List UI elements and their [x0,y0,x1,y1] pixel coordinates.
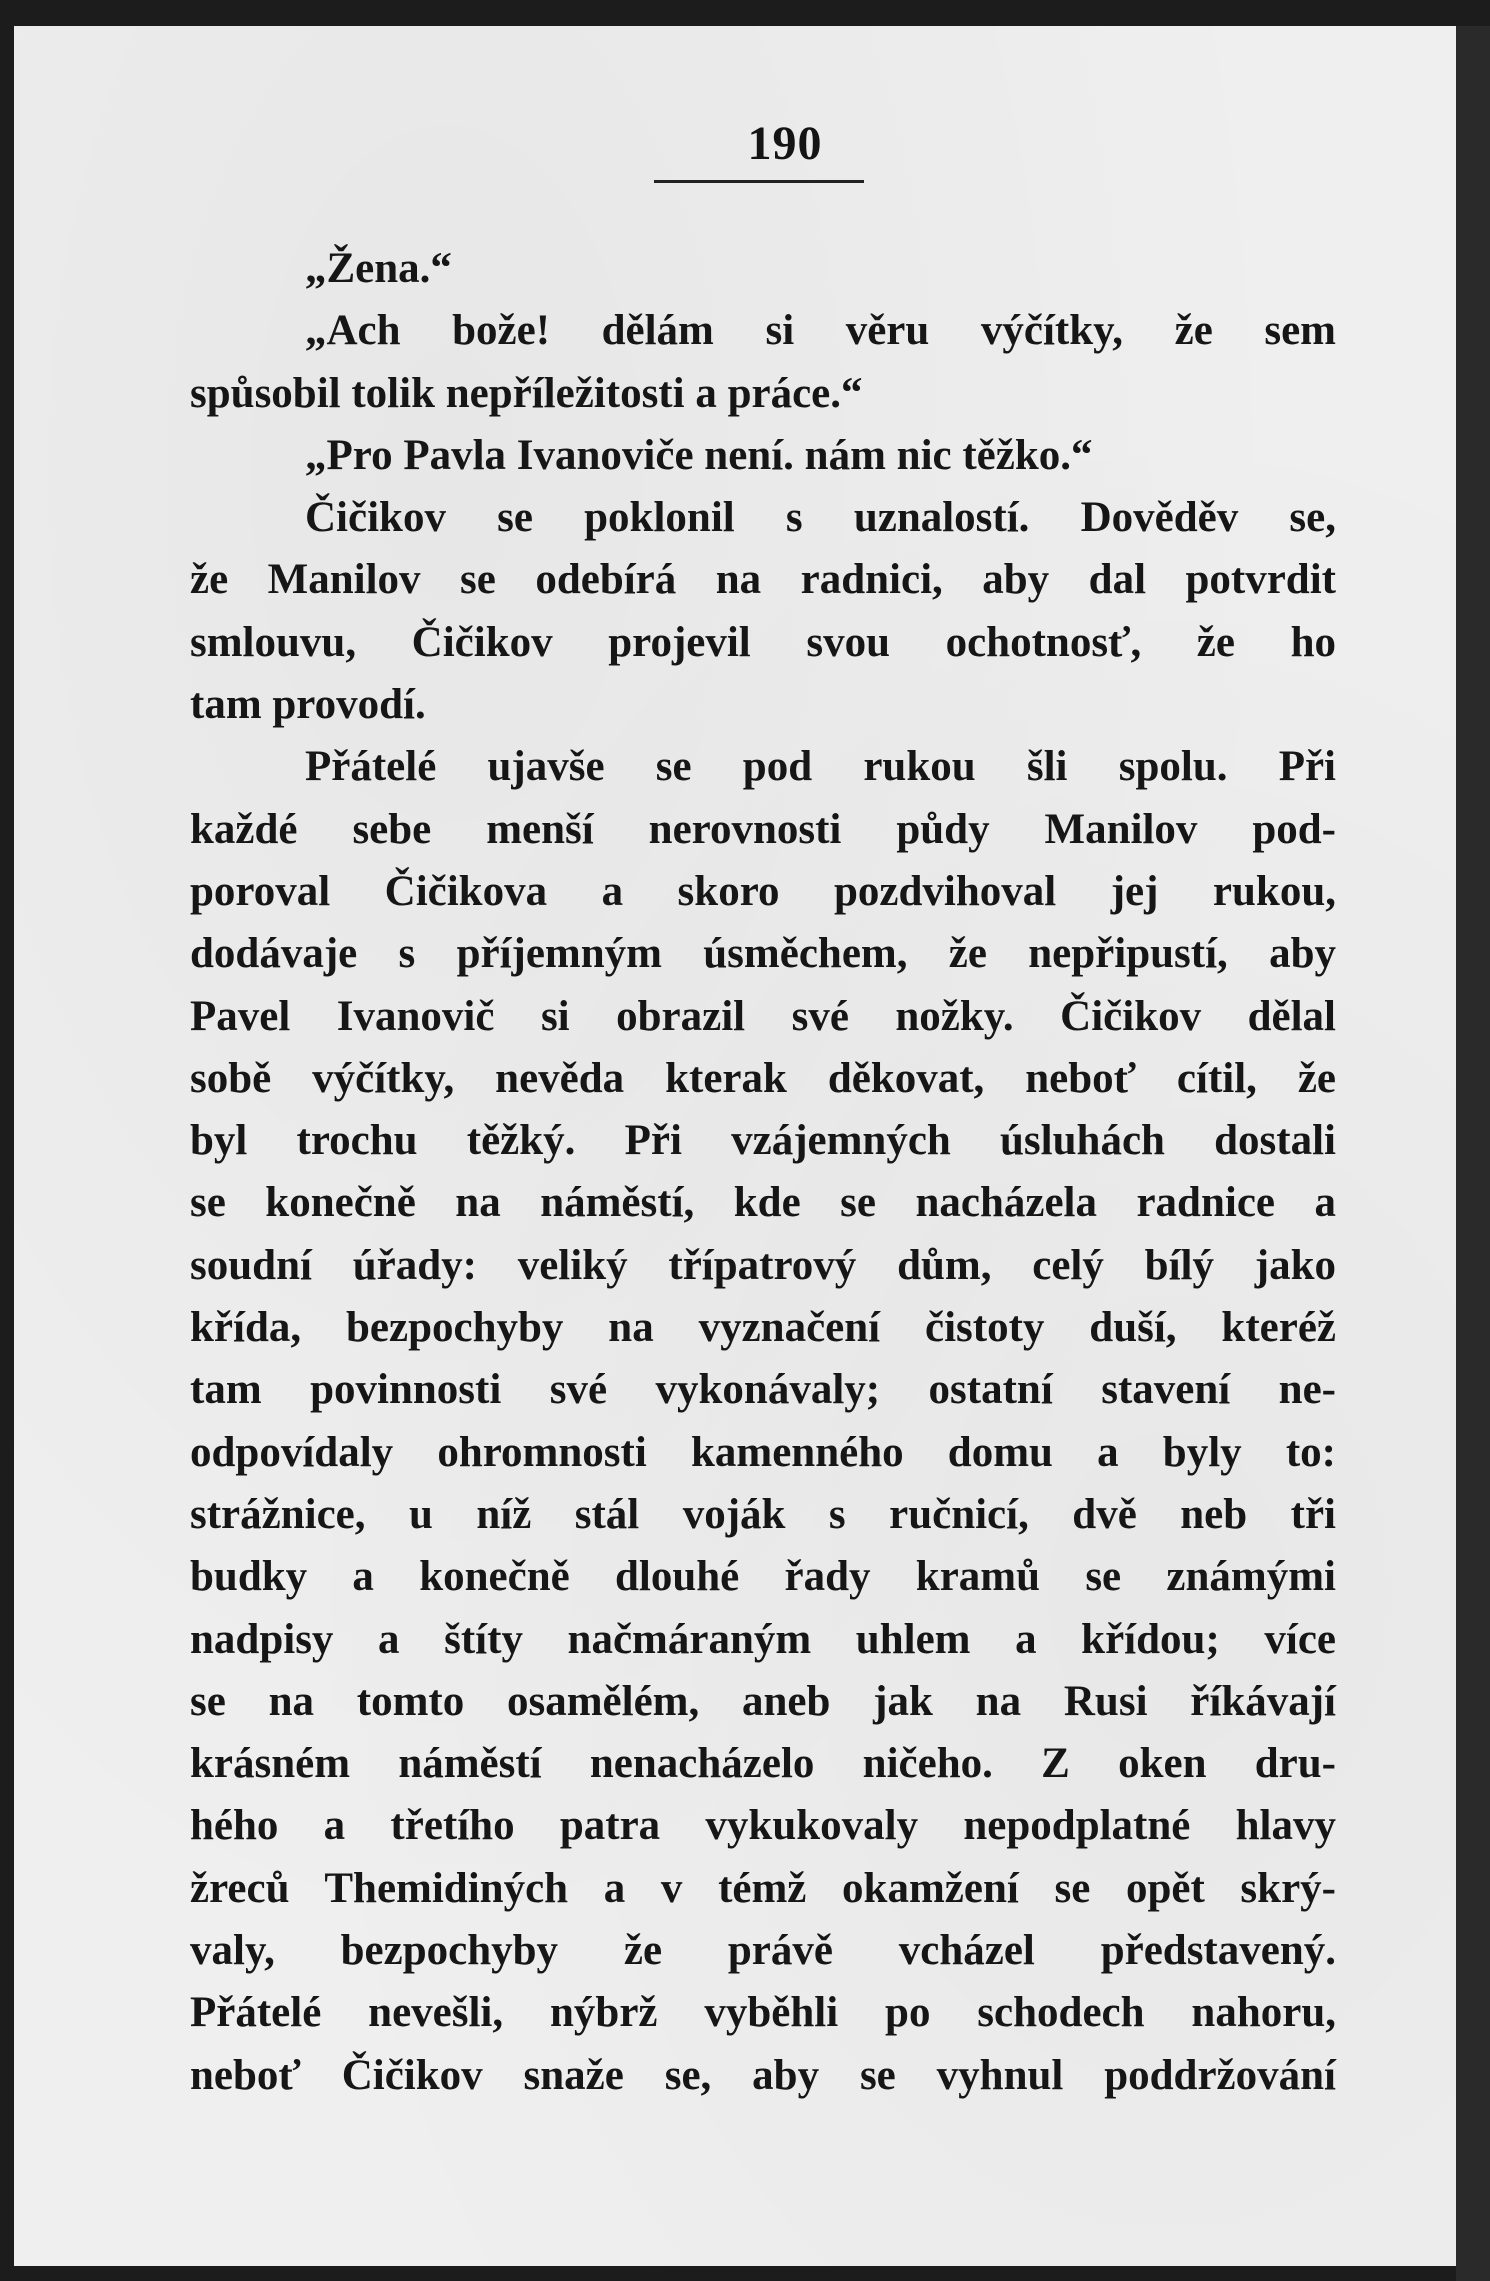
text-line: „Žena.“ [305,245,452,292]
text-line: valy, bezpochyby že právě vcházel představený. [190,1927,1336,1975]
book-page [14,26,1456,2266]
text-line: že Manilov se odebírá na radnici, aby dal potvrdit [190,556,1336,604]
text-line: nadpisy a štíty načmáraným uhlem a křídou; více [190,1615,1336,1663]
text-line: smlouvu, Čičikov projevil svou ochotnosť, že ho [190,618,1336,666]
text-line: byl trochu těžký. Při vzájemných úsluhách dostali [190,1117,1336,1165]
text-line: „Pro Pavla Ivanoviče není. nám nic těžko.“ [305,431,1093,479]
text-line: budky a konečně dlouhé řady kramů se známými [190,1553,1336,1601]
text-line: Čičikov se poklonil s uznalostí. Dověděv se, [305,494,1336,542]
text-line: poroval Čičikova a skoro pozdvihoval jej rukou, [190,867,1336,915]
text-line: se na tomto osamělém, aneb jak na Rusi říkávají [190,1677,1336,1725]
text-line: hého a třetího patra vykukovaly nepodplatné hlavy [190,1802,1336,1850]
text-line: spůsobil tolik nepříležitosti a práce.“ [190,369,863,417]
header-rule [654,180,864,183]
text-line: se konečně na náměstí, kde se nacházela radnice a [190,1179,1336,1227]
text-line: Přátelé ujavše se pod rukou šli spolu. Při [305,743,1336,791]
text-line: neboť Čičikov snaže se, aby se vyhnul poddržování [190,2051,1336,2099]
text-line: strážnice, u níž stál voják s ručnicí, dvě neb tři [190,1490,1336,1538]
text-line: tam povinnosti své vykonávaly; ostatní stavení ne- [190,1366,1336,1414]
text-line: odpovídaly ohromnosti kamenného domu a byly to: [190,1428,1336,1476]
text-line: každé sebe menší nerovnosti půdy Manilov pod- [190,805,1336,853]
text-line: tam provodí. [190,681,426,729]
text-line: „Ach bože! dělám si věru výčítky, že sem [305,307,1336,355]
page-number: 190 [747,117,823,170]
text-line: Přátelé nevešli, nýbrž vyběhli po schodech nahoru, [190,1989,1336,2037]
text-line: křída, bezpochyby na vyznačení čistoty duší, kteréž [190,1304,1336,1352]
text-line: dodávaje s příjemným úsměchem, že nepřipustí, aby [190,930,1336,978]
text-line: Pavel Ivanovič si obrazil své nožky. Čičikov dělal [190,992,1336,1040]
page-edge [1456,26,1490,2281]
text-line: žreců Themidiných a v témž okamžení se opět skrý- [190,1864,1336,1912]
text-line: krásném náměstí nenacházelo ničeho. Z oken dru- [190,1740,1336,1788]
text-line: soudní úřady: veliký třípatrový dům, celý bílý jako [190,1241,1336,1289]
body-text [190,238,1336,2107]
text-line: sobě výčítky, nevěda kterak děkovat, neboť cítil, že [190,1054,1336,1102]
